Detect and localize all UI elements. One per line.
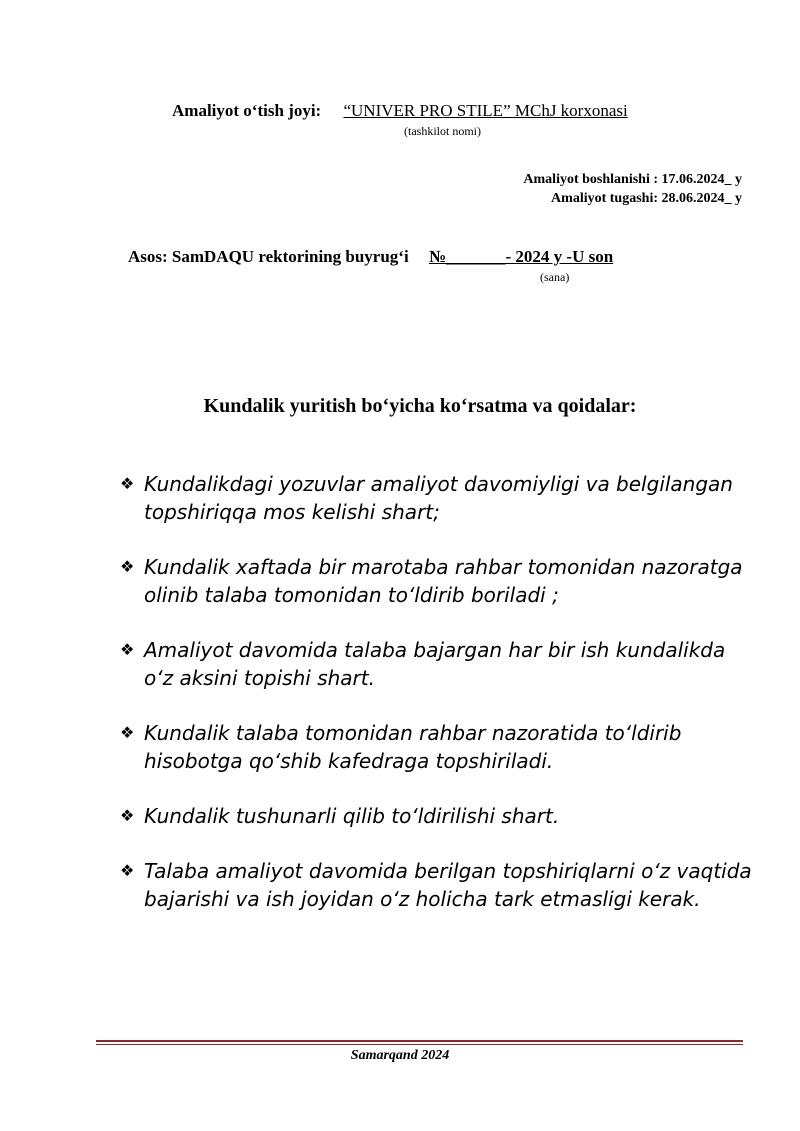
- order-number-line: №_______- 2024 y -U son: [428, 247, 614, 266]
- footer-city-year: Samarqand 2024: [350, 1048, 450, 1063]
- order-basis-row: [128, 247, 613, 267]
- footer-divider-thin: [96, 1044, 743, 1045]
- rule-item: [120, 636, 760, 692]
- practice-place-value: “UNIVER PRO STILE” MChJ korxonasi: [343, 101, 628, 120]
- rule-item: [120, 802, 760, 830]
- order-date-hint: (sana): [540, 270, 570, 284]
- rule-text: Kundalik talaba tomonidan rahbar nazoratida to‘ldirib hisobotga qo‘shib kafedraga topshiriladi.: [144, 721, 682, 773]
- four-diamond-bullet-icon: ❖: [120, 861, 135, 880]
- rule-item: [120, 470, 760, 526]
- rule-text: Talaba amaliyot davomida berilgan topshiriqlarni o‘z vaqtida bajarishi va ish joyidan o‘z holicha tark etmasligi kerak.: [144, 859, 752, 911]
- rules-list: [120, 470, 760, 940]
- four-diamond-bullet-icon: ❖: [120, 640, 135, 659]
- four-diamond-bullet-icon: ❖: [120, 806, 135, 825]
- rule-text: Kundalikdagi yozuvlar amaliyot davomiyligi va belgilangan topshiriqqa mos kelishi shart;: [144, 472, 733, 524]
- practice-end-date: Amaliyot tugashi: 28.06.2024_ y: [551, 191, 742, 206]
- rule-item: [120, 719, 760, 775]
- organization-name-hint: (tashkilot nomi): [404, 124, 481, 138]
- rule-text: Amaliyot davomida talaba bajargan har bir ish kundalikda o‘z aksini topishi shart.: [144, 638, 726, 690]
- practice-dates: [523, 170, 742, 208]
- four-diamond-bullet-icon: ❖: [120, 557, 135, 576]
- rule-item: [120, 857, 760, 913]
- four-diamond-bullet-icon: ❖: [120, 723, 135, 742]
- order-basis-label: Asos: SamDAQU rektorining buyrug‘i: [128, 247, 409, 266]
- practice-place-row: [172, 101, 628, 121]
- rule-text: Kundalik tushunarli qilib to‘ldirilishi shart.: [144, 804, 560, 828]
- rules-heading: Kundalik yuritish bo‘yicha ko‘rsatma va qoidalar:: [203, 395, 637, 417]
- four-diamond-bullet-icon: ❖: [120, 474, 135, 493]
- practice-start-date: Amaliyot boshlanishi : 17.06.2024_ y: [523, 172, 742, 187]
- footer-divider-thick: [96, 1040, 743, 1042]
- rule-text: Kundalik xaftada bir marotaba rahbar tomonidan nazoratga olinib talaba tomonidan to‘ldirib boriladi ;: [144, 555, 743, 607]
- practice-place-label: Amaliyot o‘tish joyi:: [172, 101, 322, 120]
- rule-item: [120, 553, 760, 609]
